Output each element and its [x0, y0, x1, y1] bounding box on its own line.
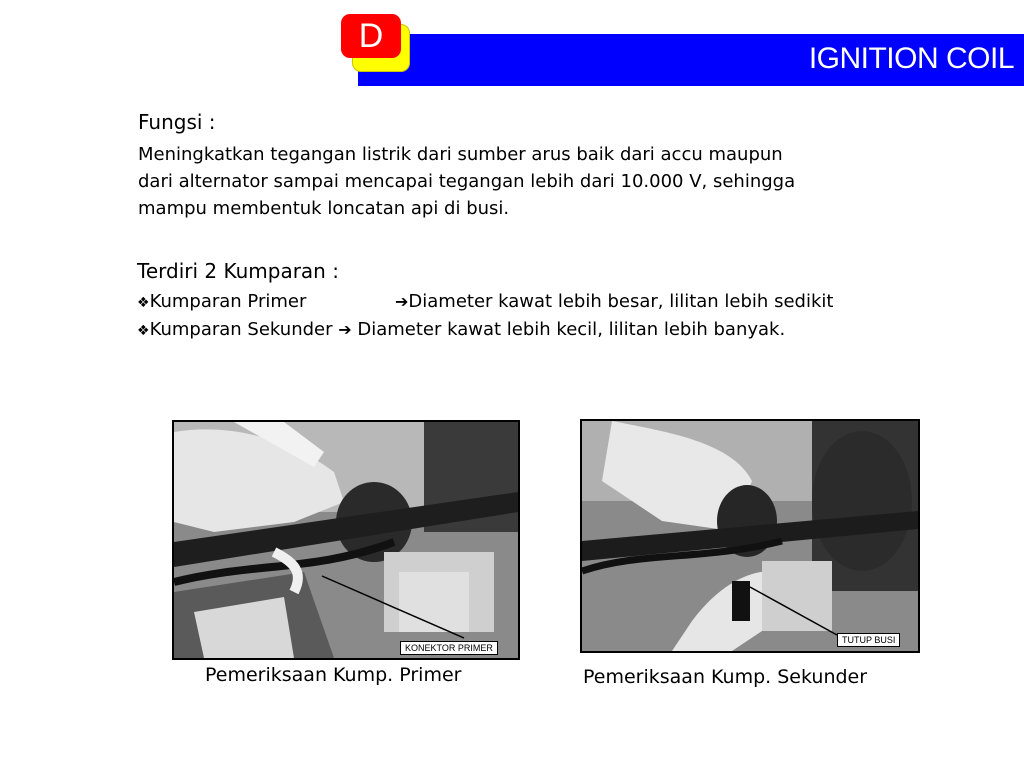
kumparan-item-primer-desc [395, 288, 833, 315]
kumparan-item-primer [137, 288, 306, 317]
fungsi-line-1: Meningkatkan tegangan listrik dari sumber arus baik dari accu maupun [138, 144, 783, 165]
photo-secondary-coil-test [580, 419, 920, 653]
callout-label: KONEKTOR PRIMER [400, 641, 498, 655]
kumparan-item-sekunder [137, 316, 785, 345]
figure-caption: Pemeriksaan Kump. Sekunder [583, 666, 868, 688]
diamond-star-icon: ❖ [137, 295, 150, 311]
kumparan-name: Kumparan Primer [149, 291, 307, 312]
kumparan-name: Kumparan Sekunder [149, 319, 333, 340]
right-arrow-icon: ➔ [395, 292, 409, 311]
right-arrow-icon: ➔ [338, 320, 352, 339]
section-badge: D [341, 14, 401, 58]
diamond-star-icon: ❖ [137, 323, 150, 339]
kumparan-desc: Diameter kawat lebih kecil, lilitan lebih banyak. [351, 319, 786, 340]
photo-primary-coil-test [172, 420, 520, 660]
title-bar [358, 34, 1024, 86]
slide-title: IGNITION COIL [808, 42, 1014, 75]
fungsi-line-3: mampu membentuk loncatan api di busi. [138, 198, 510, 219]
fungsi-line-2: dari alternator sampai mencapai tegangan lebih dari 10.000 V, sehingga [138, 171, 796, 192]
callout-label: TUTUP BUSI [837, 633, 900, 647]
fungsi-heading: Fungsi : [138, 110, 216, 134]
kumparan-heading: Terdiri 2 Kumparan : [137, 259, 339, 283]
kumparan-desc: Diameter kawat lebih besar, lilitan lebih sedikit [408, 291, 834, 312]
figure-caption: Pemeriksaan Kump. Primer [205, 664, 462, 686]
